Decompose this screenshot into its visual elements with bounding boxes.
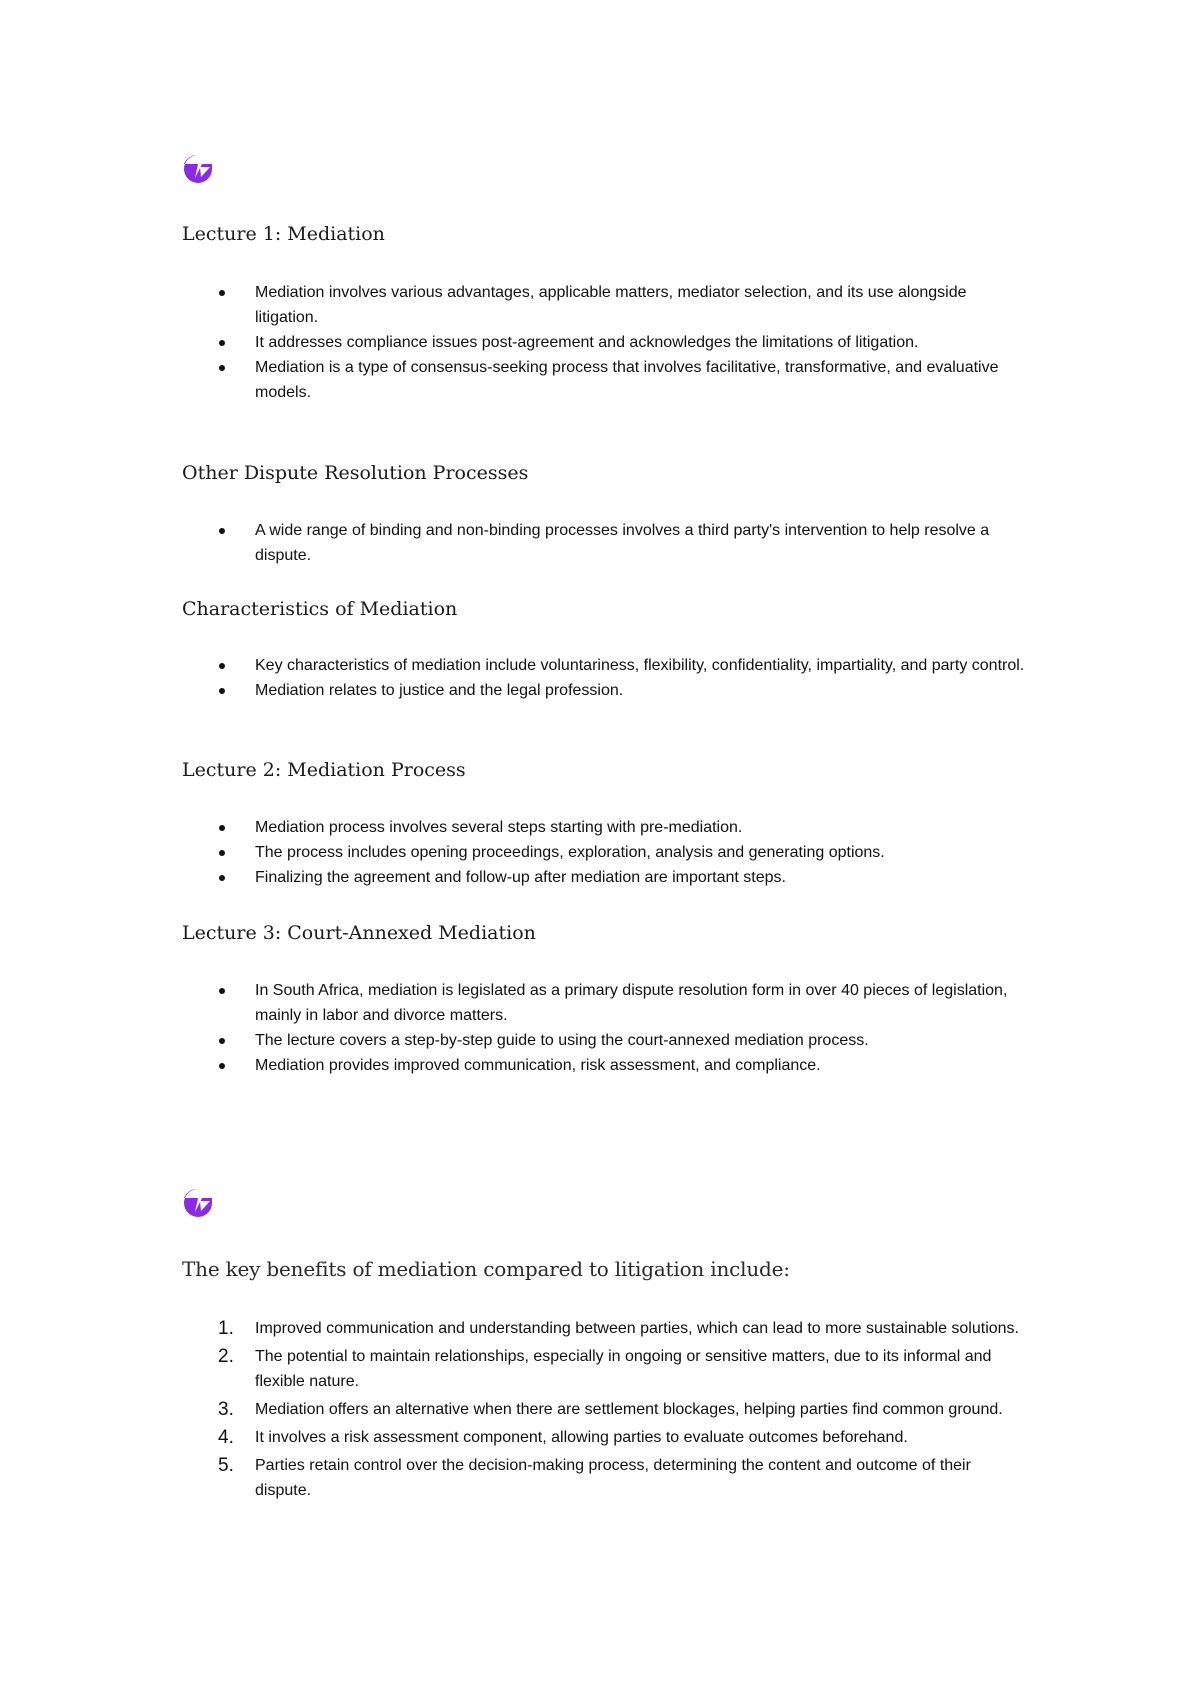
numbered-list-benefits (215, 1316, 1030, 1506)
list-item (215, 1425, 1030, 1450)
list-item: Mediation relates to justice and the legal profession. (215, 678, 1030, 703)
bullet-list-characteristics (215, 653, 1030, 703)
list-number: 1. (218, 1318, 234, 1339)
benefits-intro: The key benefits of mediation compared to litigation include: (182, 1257, 790, 1281)
list-item: Mediation provides improved communication, risk assessment, and compliance. (215, 1053, 1030, 1078)
list-item: Finalizing the agreement and follow-up after mediation are important steps. (215, 865, 1030, 890)
list-item (215, 1453, 1030, 1503)
section-heading-other-processes: Other Dispute Resolution Processes (182, 462, 529, 484)
list-item: Mediation involves various advantages, applicable matters, mediator selection, and its use alongside litigation. (215, 280, 1030, 330)
section-heading-characteristics: Characteristics of Mediation (182, 598, 458, 620)
list-item-text: Parties retain control over the decision-making process, determining the content and outcome of their dispute. (255, 1457, 971, 1499)
list-item: The process includes opening proceedings, exploration, analysis and generating options. (215, 840, 1030, 865)
bullet-list-lecture-1 (215, 280, 1030, 405)
list-item: Mediation is a type of consensus-seeking process that involves facilitative, transformative, and evaluative models. (215, 355, 1030, 405)
notability-logo-icon (182, 1187, 214, 1219)
list-item-text: The potential to maintain relationships, especially in ongoing or sensitive matters, due to its informal and flexible nature. (255, 1348, 992, 1390)
list-number: 4. (218, 1427, 234, 1448)
bullet-list-lecture-3 (215, 978, 1030, 1078)
list-item: Key characteristics of mediation include voluntariness, flexibility, confidentiality, impartiality, and party control. (215, 653, 1030, 678)
section-heading-lecture-2: Lecture 2: Mediation Process (182, 759, 466, 781)
notability-logo-icon (182, 153, 214, 185)
list-item-text: Improved communication and understanding between parties, which can lead to more sustainable solutions. (255, 1320, 1019, 1337)
list-item: It addresses compliance issues post-agreement and acknowledges the limitations of litigation. (215, 330, 1030, 355)
list-item (215, 1344, 1030, 1394)
list-item-text: Mediation offers an alternative when there are settlement blockages, helping parties find common ground. (255, 1401, 1003, 1418)
list-item-text: It involves a risk assessment component, allowing parties to evaluate outcomes beforehand. (255, 1429, 908, 1446)
list-item: A wide range of binding and non-binding processes involves a third party's intervention to help resolve a dispute. (215, 518, 1030, 568)
section-heading-lecture-1: Lecture 1: Mediation (182, 223, 385, 245)
list-item: The lecture covers a step-by-step guide to using the court-annexed mediation process. (215, 1028, 1030, 1053)
list-item: In South Africa, mediation is legislated as a primary dispute resolution form in over 40 pieces of legislation, mainly in labor and divorce matters. (215, 978, 1030, 1028)
list-number: 3. (218, 1399, 234, 1420)
list-number: 2. (218, 1346, 234, 1367)
list-number: 5. (218, 1455, 234, 1476)
list-item (215, 1316, 1030, 1341)
list-item: Mediation process involves several steps starting with pre-mediation. (215, 815, 1030, 840)
section-heading-lecture-3: Lecture 3: Court-Annexed Mediation (182, 922, 536, 944)
bullet-list-other-processes (215, 518, 1030, 568)
bullet-list-lecture-2 (215, 815, 1030, 890)
list-item (215, 1397, 1030, 1422)
